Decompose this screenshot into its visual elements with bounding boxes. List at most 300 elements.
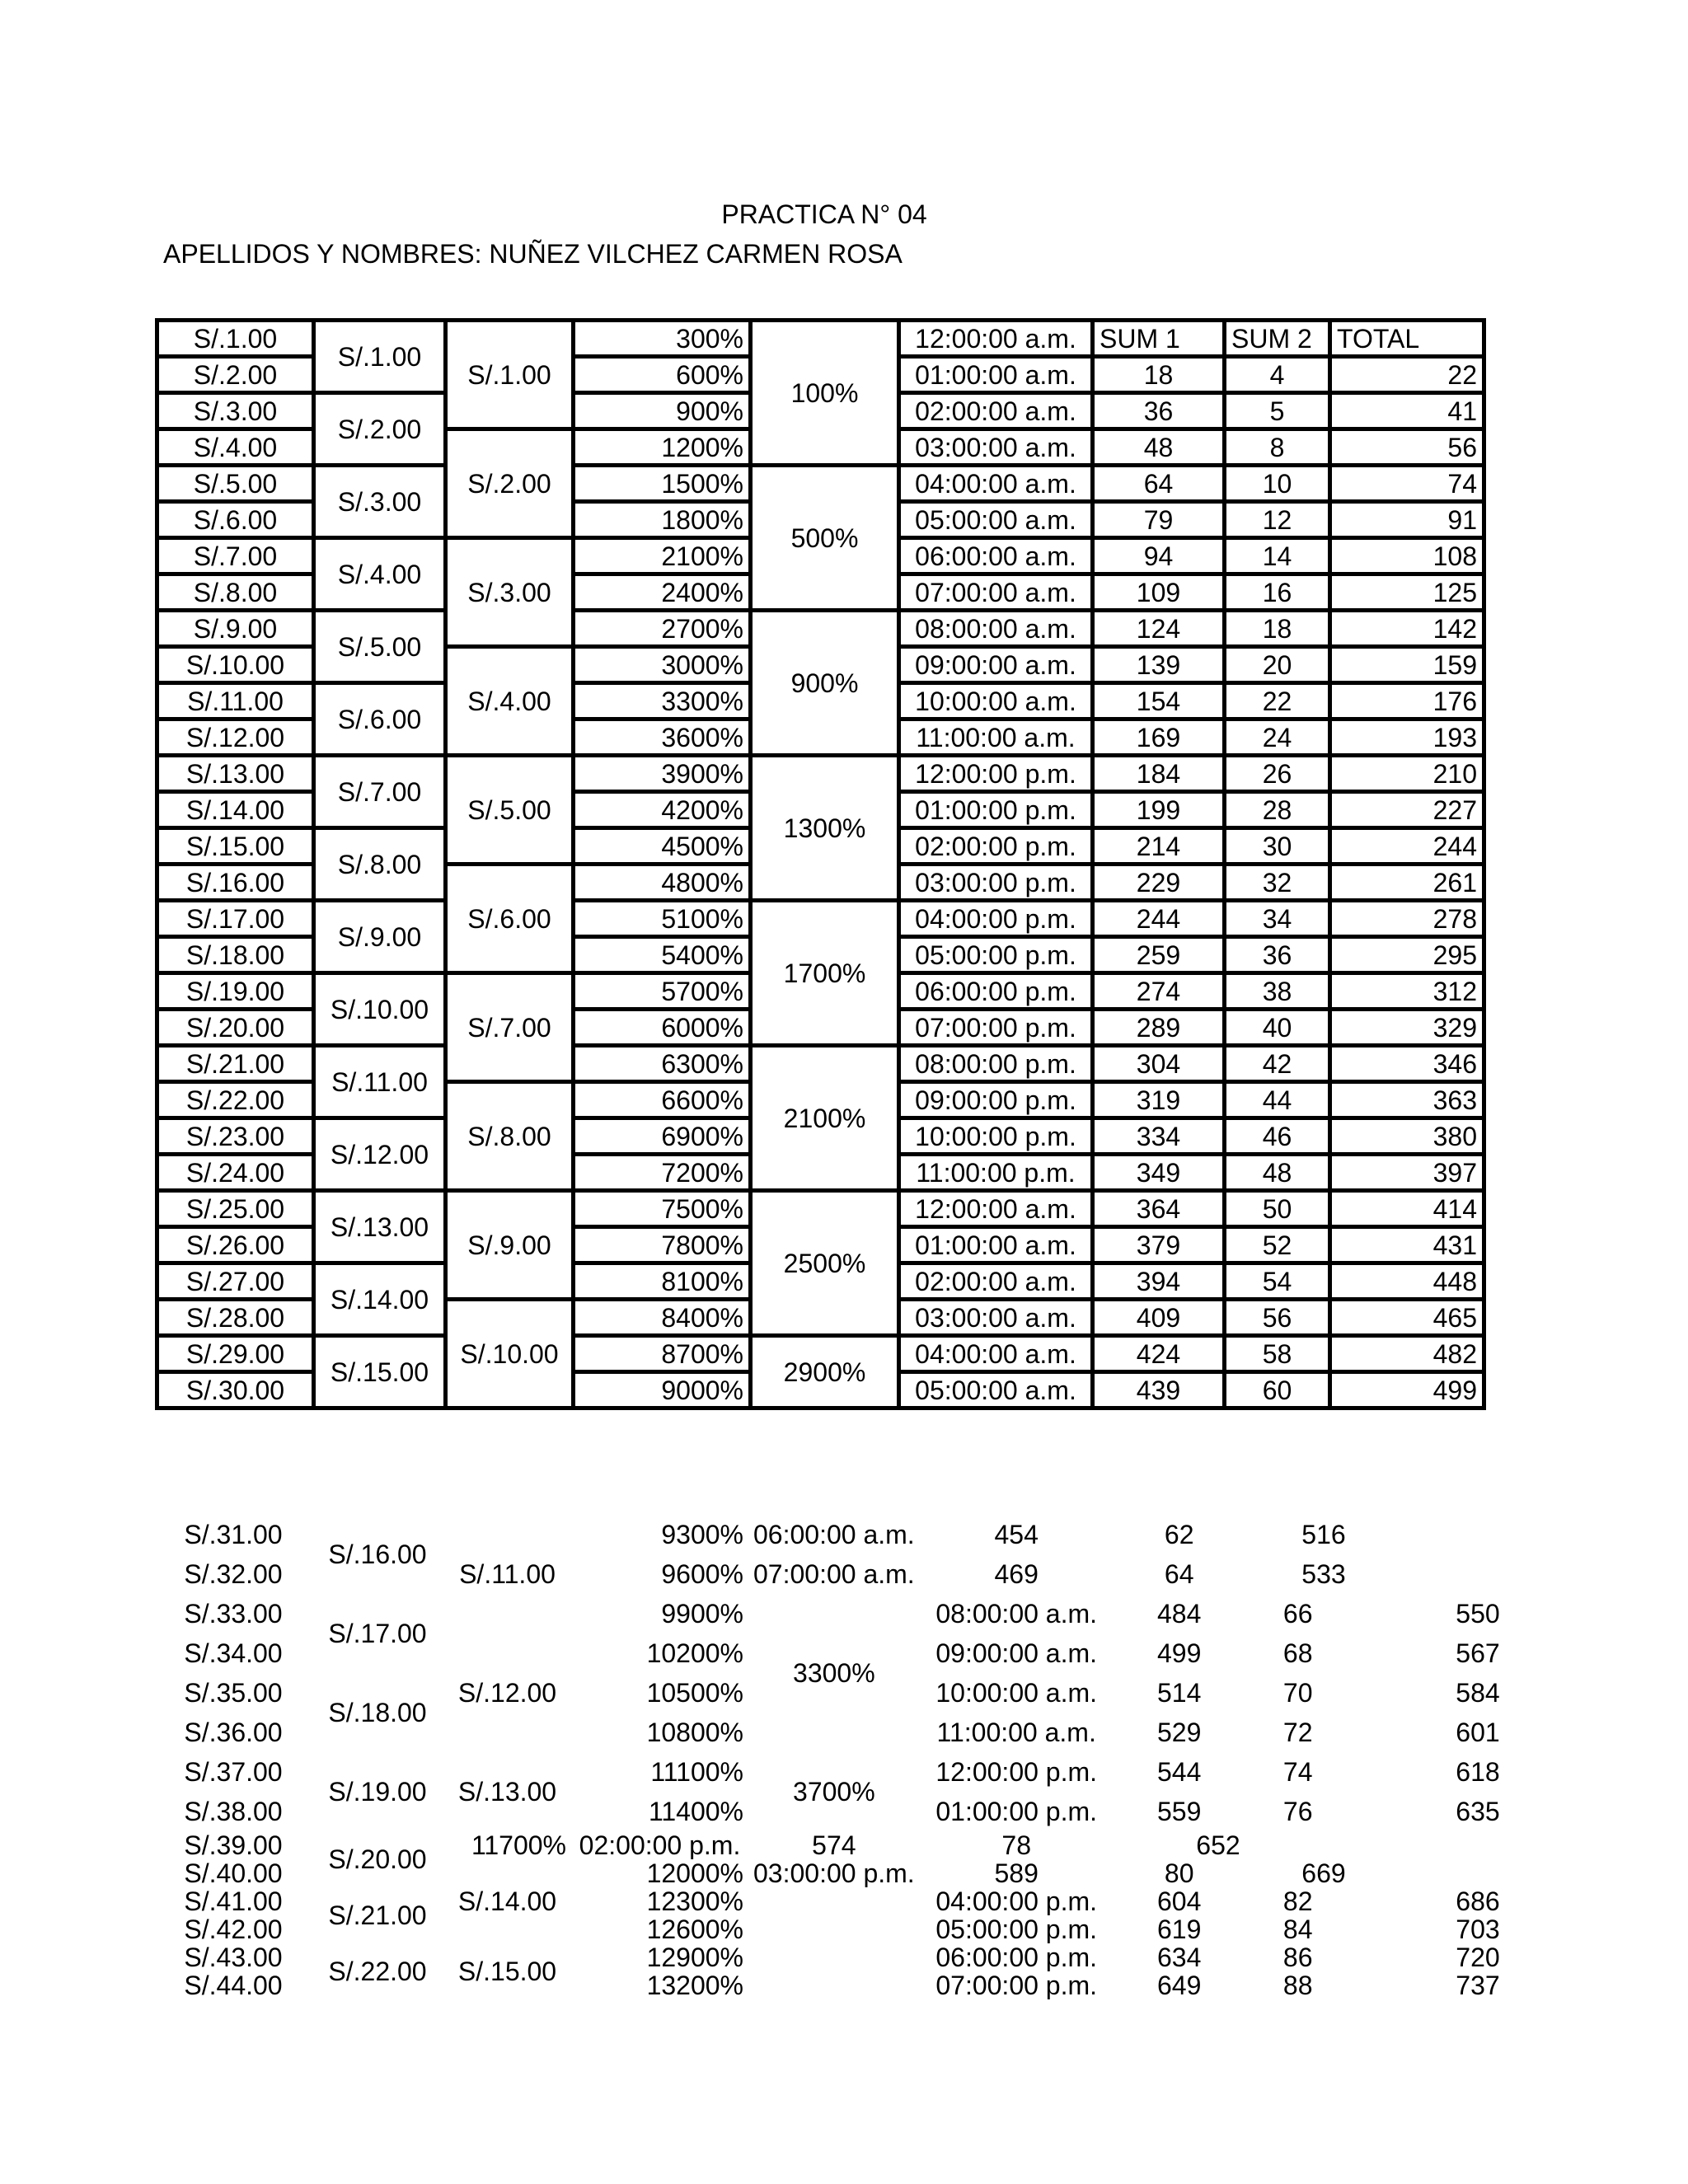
sum1-cell: 649 (1156, 1971, 1202, 1999)
table-row (155, 1515, 1505, 1554)
soles-value-cell: S/.27.00 (157, 1263, 314, 1300)
table-row (155, 1752, 1505, 1792)
time-cell: 03:00:00 p.m. (899, 865, 1093, 901)
percent-cell: 4500% (574, 828, 751, 865)
soles-value-cell: S/.18.00 (157, 937, 314, 973)
percent-cell: 8400% (574, 1300, 751, 1336)
sum2-cell: 82 (1282, 1887, 1313, 1915)
table-row (157, 1336, 1484, 1372)
soles-half-cell: S/.3.00 (314, 466, 446, 538)
sum2-cell: 12 (1225, 502, 1330, 538)
sum2-cell: 22 (1225, 683, 1330, 719)
total-cell: 91 (1330, 502, 1484, 538)
total-cell: 703 (1456, 1915, 1500, 1943)
soles-half-cell: S/.13.00 (314, 1191, 446, 1263)
sum1-cell: 424 (1093, 1336, 1225, 1372)
group-percent-cell: 1700% (751, 901, 899, 1046)
sum1-cell: 499 (1156, 1638, 1202, 1668)
group-percent-cell: 2900% (751, 1336, 899, 1408)
soles-value-cell: S/.9.00 (157, 611, 314, 647)
sum2-cell: 86 (1282, 1943, 1313, 1971)
sum1-cell: 319 (1093, 1082, 1225, 1118)
soles-third-cell: S/.7.00 (446, 973, 574, 1082)
time-cell: 05:00:00 a.m. (899, 1372, 1093, 1408)
sum1-cell: 199 (1093, 792, 1225, 828)
soles-value-cell: S/.34.00 (184, 1638, 283, 1668)
sum1-cell: 484 (1156, 1599, 1202, 1629)
soles-third-cell: S/.14.00 (457, 1886, 557, 1916)
sum1-cell: 559 (1156, 1797, 1202, 1826)
student-name-line: APELLIDOS Y NOMBRES: NUÑEZ VILCHEZ CARMEN ROSA (163, 239, 903, 269)
percent-cell: 3600% (574, 719, 751, 756)
soles-value-cell: S/.36.00 (184, 1718, 283, 1747)
sum2-cell: 42 (1225, 1046, 1330, 1082)
sum1-cell: 169 (1093, 719, 1225, 756)
soles-third-cell: S/.5.00 (446, 756, 574, 865)
percent-cell: 4800% (574, 865, 751, 901)
sum1-cell: 259 (1093, 937, 1225, 973)
soles-value-cell: S/.38.00 (184, 1797, 283, 1826)
total-cell: 159 (1330, 647, 1484, 683)
percent-cell: 5400% (574, 937, 751, 973)
soles-value-cell: S/.3.00 (157, 393, 314, 429)
sum2-cell: 10 (1225, 466, 1330, 502)
sum1-cell: 394 (1093, 1263, 1225, 1300)
soles-third-cell: S/.12.00 (457, 1678, 557, 1708)
time-cell: 11:00:00 a.m. (899, 719, 1093, 756)
percent-cell: 3300% (574, 683, 751, 719)
time-cell: 03:00:00 a.m. (899, 1300, 1093, 1336)
soles-value-cell: S/.31.00 (184, 1520, 283, 1549)
time-cell: 08:00:00 p.m. (899, 1046, 1093, 1082)
sum1-cell: 18 (1093, 357, 1225, 393)
sum2-cell: 24 (1225, 719, 1330, 756)
sum1-cell: 274 (1093, 973, 1225, 1010)
total-cell: 652 (1196, 1831, 1240, 1859)
time-cell: 03:00:00 a.m. (899, 429, 1093, 466)
soles-half-cell: S/.9.00 (314, 901, 446, 973)
soles-value-cell: S/.5.00 (157, 466, 314, 502)
percent-cell: 8700% (574, 1336, 751, 1372)
table-row (157, 901, 1484, 937)
time-cell: 10:00:00 p.m. (899, 1118, 1093, 1155)
sum2-cell: 64 (1164, 1559, 1194, 1589)
percent-cell: 12600% (646, 1915, 743, 1943)
percent-cell: 5100% (574, 901, 751, 937)
sum2-cell: 20 (1225, 647, 1330, 683)
percent-cell: 300% (574, 321, 751, 357)
soles-half-cell: S/.14.00 (314, 1263, 446, 1336)
percent-cell: 9600% (661, 1559, 743, 1589)
total-cell: 618 (1456, 1757, 1500, 1787)
percent-cell: 3000% (574, 647, 751, 683)
percent-cell: 6900% (574, 1118, 751, 1155)
sum1-cell: 604 (1156, 1887, 1202, 1915)
soles-value-cell: S/.25.00 (157, 1191, 314, 1227)
soles-value-cell: S/.10.00 (157, 647, 314, 683)
total-cell: 465 (1330, 1300, 1484, 1336)
sum2-cell: 36 (1225, 937, 1330, 973)
percent-cell: 7800% (574, 1227, 751, 1263)
time-cell: 07:00:00 a.m. (753, 1559, 915, 1589)
percent-cell: 11100% (650, 1757, 743, 1787)
soles-value-cell: S/.39.00 (184, 1831, 283, 1859)
time-cell: 01:00:00 p.m. (899, 792, 1093, 828)
table-row (155, 1594, 1505, 1633)
sum2-cell: 66 (1282, 1599, 1313, 1629)
sum1-cell: 184 (1093, 756, 1225, 792)
total-cell: 482 (1330, 1336, 1484, 1372)
sum2-cell: 32 (1225, 865, 1330, 901)
percent-cell: 2100% (574, 538, 751, 574)
soles-value-cell: S/.41.00 (184, 1887, 283, 1915)
soles-value-cell: S/.22.00 (157, 1082, 314, 1118)
total-cell: 193 (1330, 719, 1484, 756)
soles-third-cell: S/.13.00 (457, 1777, 557, 1807)
soles-value-cell: S/.33.00 (184, 1599, 283, 1629)
sum1-cell: 304 (1093, 1046, 1225, 1082)
time-cell: 12:00:00 p.m. (935, 1757, 1098, 1787)
sum1-cell: 529 (1156, 1718, 1202, 1747)
total-cell: 567 (1456, 1638, 1500, 1668)
bordered-data-table (155, 318, 1486, 1410)
total-cell: 720 (1456, 1943, 1500, 1971)
soles-value-cell: S/.40.00 (184, 1859, 283, 1887)
time-cell: 10:00:00 a.m. (899, 683, 1093, 719)
table-row (157, 756, 1484, 792)
time-cell: 12:00:00 a.m. (899, 321, 1093, 357)
time-cell: 05:00:00 a.m. (899, 502, 1093, 538)
time-cell: 11:00:00 a.m. (936, 1718, 1096, 1747)
total-cell: 56 (1330, 429, 1484, 466)
soles-value-cell: S/.37.00 (184, 1757, 283, 1787)
soles-half-cell: S/.10.00 (314, 973, 446, 1046)
soles-value-cell: S/.42.00 (184, 1915, 283, 1943)
soles-half-cell: S/.7.00 (314, 756, 446, 828)
soles-value-cell: S/.28.00 (157, 1300, 314, 1336)
soles-third-cell: S/.6.00 (446, 865, 574, 973)
soles-value-cell: S/.4.00 (157, 429, 314, 466)
soles-value-cell: S/.13.00 (157, 756, 314, 792)
sum2-cell: 80 (1164, 1859, 1194, 1887)
time-cell: 04:00:00 p.m. (935, 1887, 1098, 1915)
soles-value-cell: S/.43.00 (184, 1943, 283, 1971)
total-cell: 686 (1456, 1887, 1500, 1915)
sum1-cell: 409 (1093, 1300, 1225, 1336)
soles-value-cell: S/.26.00 (157, 1227, 314, 1263)
sum1-cell: 244 (1093, 901, 1225, 937)
sum2-cell: 50 (1225, 1191, 1330, 1227)
group-percent-cell: 100% (751, 321, 899, 466)
soles-half-cell: S/.8.00 (314, 828, 446, 901)
time-cell: 03:00:00 p.m. (753, 1859, 915, 1887)
sum2-cell: 4 (1225, 357, 1330, 393)
group-percent-cell: 2500% (751, 1191, 899, 1336)
total-cell: 363 (1330, 1082, 1484, 1118)
total-cell: 295 (1330, 937, 1484, 973)
sum2-cell: 62 (1164, 1520, 1194, 1549)
sum2-cell: 88 (1282, 1971, 1313, 1999)
total-cell: 329 (1330, 1010, 1484, 1046)
total-cell: 516 (1301, 1520, 1346, 1549)
sum2-cell: 60 (1225, 1372, 1330, 1408)
sum2-cell: 54 (1225, 1263, 1330, 1300)
sum2-cell: 78 (1001, 1831, 1031, 1859)
total-cell: 244 (1330, 828, 1484, 865)
soles-half-cell: S/.15.00 (314, 1336, 446, 1408)
page-title: PRACTICA N° 04 (721, 199, 927, 229)
sum2-cell: 18 (1225, 611, 1330, 647)
total-cell: 108 (1330, 538, 1484, 574)
time-cell: 06:00:00 p.m. (899, 973, 1093, 1010)
table-row (157, 321, 1484, 357)
percent-cell: 9000% (574, 1372, 751, 1408)
soles-value-cell: S/.8.00 (157, 574, 314, 611)
sum1-cell: 574 (812, 1831, 856, 1859)
total-cell: 41 (1330, 393, 1484, 429)
soles-third-cell: S/.11.00 (459, 1559, 556, 1589)
percent-cell: 4200% (574, 792, 751, 828)
soles-half-cell: S/.6.00 (314, 683, 446, 756)
sum2-cell: 44 (1225, 1082, 1330, 1118)
sum1-cell: 514 (1156, 1678, 1202, 1708)
time-cell: 07:00:00 p.m. (935, 1971, 1098, 1999)
total-cell: 431 (1330, 1227, 1484, 1263)
percent-cell: 6000% (574, 1010, 751, 1046)
time-cell: 02:00:00 p.m. (899, 828, 1093, 865)
total-cell: 550 (1456, 1599, 1500, 1629)
total-header: TOTAL (1330, 321, 1484, 357)
sum1-cell: 139 (1093, 647, 1225, 683)
percent-cell: 11400% (648, 1797, 743, 1826)
group-percent-cell (748, 1887, 920, 1999)
sum2-cell: 52 (1225, 1227, 1330, 1263)
time-cell: 01:00:00 a.m. (899, 357, 1093, 393)
soles-value-cell: S/.2.00 (157, 357, 314, 393)
soles-value-cell: S/.14.00 (157, 792, 314, 828)
table-row (157, 1046, 1484, 1082)
total-cell: 312 (1330, 973, 1484, 1010)
percent-cell: 7200% (574, 1155, 751, 1191)
total-cell: 414 (1330, 1191, 1484, 1227)
sum1-cell: 544 (1156, 1757, 1202, 1787)
sum2-cell: 26 (1225, 756, 1330, 792)
percent-cell: 6300% (574, 1046, 751, 1082)
group-percent-cell: 900% (751, 611, 899, 756)
total-cell: 380 (1330, 1118, 1484, 1155)
percent-cell: 10200% (646, 1638, 743, 1668)
percent-cell: 12000% (646, 1859, 743, 1887)
soles-half-cell: S/.20.00 (328, 1844, 427, 1874)
total-cell: 737 (1456, 1971, 1500, 1999)
soles-value-cell: S/.16.00 (157, 865, 314, 901)
soles-third-cell: S/.4.00 (446, 647, 574, 756)
soles-value-cell: S/.35.00 (184, 1678, 283, 1708)
sum1-cell: 214 (1093, 828, 1225, 865)
sum2-cell: 8 (1225, 429, 1330, 466)
plain-data-table (155, 1515, 1505, 1831)
sum1-cell: 634 (1156, 1943, 1202, 1971)
sum1-cell: 64 (1093, 466, 1225, 502)
total-cell: 176 (1330, 683, 1484, 719)
percent-cell: 11700% (471, 1831, 566, 1859)
sum1-cell: 109 (1093, 574, 1225, 611)
percent-cell: 7500% (574, 1191, 751, 1227)
sum1-cell: 619 (1156, 1915, 1202, 1943)
total-cell: 397 (1330, 1155, 1484, 1191)
total-cell: 346 (1330, 1046, 1484, 1082)
time-cell: 05:00:00 p.m. (899, 937, 1093, 973)
group-percent-cell: 3700% (793, 1777, 875, 1807)
percent-cell: 900% (574, 393, 751, 429)
table-row (155, 1887, 1505, 1915)
time-cell: 04:00:00 a.m. (899, 466, 1093, 502)
soles-value-cell: S/.17.00 (157, 901, 314, 937)
time-cell: 02:00:00 p.m. (579, 1831, 741, 1859)
sum2-cell: 34 (1225, 901, 1330, 937)
percent-cell: 600% (574, 357, 751, 393)
time-cell: 01:00:00 p.m. (935, 1797, 1098, 1826)
group-percent-cell: 2100% (751, 1046, 899, 1191)
soles-half-cell: S/.1.00 (314, 321, 446, 393)
compressed-data-table (155, 1831, 1505, 1999)
time-cell: 09:00:00 a.m. (935, 1638, 1098, 1668)
sum1-cell: 124 (1093, 611, 1225, 647)
time-cell: 07:00:00 a.m. (899, 574, 1093, 611)
time-cell: 08:00:00 a.m. (899, 611, 1093, 647)
sum2-header: SUM 2 (1225, 321, 1330, 357)
sum2-cell: 5 (1225, 393, 1330, 429)
time-cell: 11:00:00 p.m. (899, 1155, 1093, 1191)
sum1-cell: 379 (1093, 1227, 1225, 1263)
group-percent-cell: 3300% (793, 1658, 875, 1688)
total-cell: 210 (1330, 756, 1484, 792)
total-cell: 669 (1301, 1859, 1346, 1887)
sum2-cell: 14 (1225, 538, 1330, 574)
sum1-cell: 439 (1093, 1372, 1225, 1408)
sum1-cell: 469 (994, 1559, 1039, 1589)
total-cell: 533 (1301, 1559, 1346, 1589)
sum2-cell: 56 (1225, 1300, 1330, 1336)
percent-cell: 1200% (574, 429, 751, 466)
total-cell: 278 (1330, 901, 1484, 937)
sum1-cell: 36 (1093, 393, 1225, 429)
time-cell: 04:00:00 p.m. (899, 901, 1093, 937)
soles-value-cell: S/.29.00 (157, 1336, 314, 1372)
sum2-cell: 48 (1225, 1155, 1330, 1191)
soles-value-cell: S/.30.00 (157, 1372, 314, 1408)
table-row (157, 1191, 1484, 1227)
sum2-cell: 68 (1282, 1638, 1313, 1668)
total-cell: 261 (1330, 865, 1484, 901)
percent-cell: 12300% (646, 1887, 743, 1915)
sum1-cell: 48 (1093, 429, 1225, 466)
sum1-cell: 364 (1093, 1191, 1225, 1227)
soles-third-cell: S/.10.00 (446, 1300, 574, 1408)
time-cell: 10:00:00 a.m. (935, 1678, 1098, 1708)
time-cell: 02:00:00 a.m. (899, 393, 1093, 429)
soles-half-cell: S/.18.00 (328, 1698, 427, 1727)
percent-cell: 10500% (646, 1678, 743, 1708)
soles-value-cell: S/.11.00 (157, 683, 314, 719)
soles-value-cell: S/.20.00 (157, 1010, 314, 1046)
total-cell: 142 (1330, 611, 1484, 647)
time-cell: 09:00:00 p.m. (899, 1082, 1093, 1118)
time-cell: 07:00:00 p.m. (899, 1010, 1093, 1046)
percent-cell: 9900% (661, 1599, 743, 1629)
soles-third-cell: S/.3.00 (446, 538, 574, 647)
time-cell: 09:00:00 a.m. (899, 647, 1093, 683)
time-cell: 06:00:00 a.m. (753, 1520, 915, 1549)
soles-value-cell: S/.12.00 (157, 719, 314, 756)
sum2-cell: 84 (1282, 1915, 1313, 1943)
time-cell: 12:00:00 a.m. (899, 1191, 1093, 1227)
sum1-cell: 289 (1093, 1010, 1225, 1046)
sum2-cell: 40 (1225, 1010, 1330, 1046)
percent-cell: 6600% (574, 1082, 751, 1118)
soles-value-cell: S/.24.00 (157, 1155, 314, 1191)
time-cell: 04:00:00 a.m. (899, 1336, 1093, 1372)
time-cell: 01:00:00 a.m. (899, 1227, 1093, 1263)
sum1-cell: 154 (1093, 683, 1225, 719)
group-percent-cell: 500% (751, 466, 899, 611)
sum2-cell: 16 (1225, 574, 1330, 611)
percent-cell: 3900% (574, 756, 751, 792)
soles-half-cell: S/.17.00 (328, 1619, 427, 1648)
soles-half-cell: S/.16.00 (328, 1540, 427, 1569)
percent-cell: 8100% (574, 1263, 751, 1300)
percent-cell: 9300% (661, 1520, 743, 1549)
soles-value-cell: S/.44.00 (184, 1971, 283, 1999)
sum1-cell: 349 (1093, 1155, 1225, 1191)
total-cell: 227 (1330, 792, 1484, 828)
percent-cell: 12900% (646, 1943, 743, 1971)
sum1-cell: 589 (994, 1859, 1039, 1887)
soles-value-cell: S/.15.00 (157, 828, 314, 865)
soles-half-cell: S/.11.00 (314, 1046, 446, 1118)
sum2-cell: 76 (1282, 1797, 1313, 1826)
total-cell: 125 (1330, 574, 1484, 611)
time-cell: 08:00:00 a.m. (935, 1599, 1098, 1629)
soles-value-cell: S/.23.00 (157, 1118, 314, 1155)
percent-cell: 10800% (646, 1718, 743, 1747)
percent-cell: 1800% (574, 502, 751, 538)
sum2-cell: 38 (1225, 973, 1330, 1010)
soles-half-cell: S/.19.00 (328, 1777, 427, 1807)
soles-half-cell: S/.4.00 (314, 538, 446, 611)
soles-half-cell: S/.5.00 (314, 611, 446, 683)
soles-half-cell: S/.2.00 (314, 393, 446, 466)
sum2-cell: 30 (1225, 828, 1330, 865)
soles-value-cell: S/.19.00 (157, 973, 314, 1010)
sum1-cell: 454 (994, 1520, 1039, 1549)
percent-cell: 1500% (574, 466, 751, 502)
sum2-cell: 70 (1282, 1678, 1313, 1708)
total-cell: 74 (1330, 466, 1484, 502)
sum1-cell: 79 (1093, 502, 1225, 538)
soles-value-cell: S/.6.00 (157, 502, 314, 538)
percent-cell: 13200% (646, 1971, 743, 1999)
soles-value-cell: S/.1.00 (157, 321, 314, 357)
soles-half-cell: S/.21.00 (328, 1900, 427, 1930)
soles-third-cell: S/.2.00 (446, 429, 574, 538)
time-cell: 06:00:00 p.m. (935, 1943, 1098, 1971)
soles-third-cell: S/.15.00 (457, 1957, 557, 1986)
soles-third-cell: S/.1.00 (446, 321, 574, 429)
percent-cell: 5700% (574, 973, 751, 1010)
time-cell: 06:00:00 a.m. (899, 538, 1093, 574)
total-cell: 584 (1456, 1678, 1500, 1708)
